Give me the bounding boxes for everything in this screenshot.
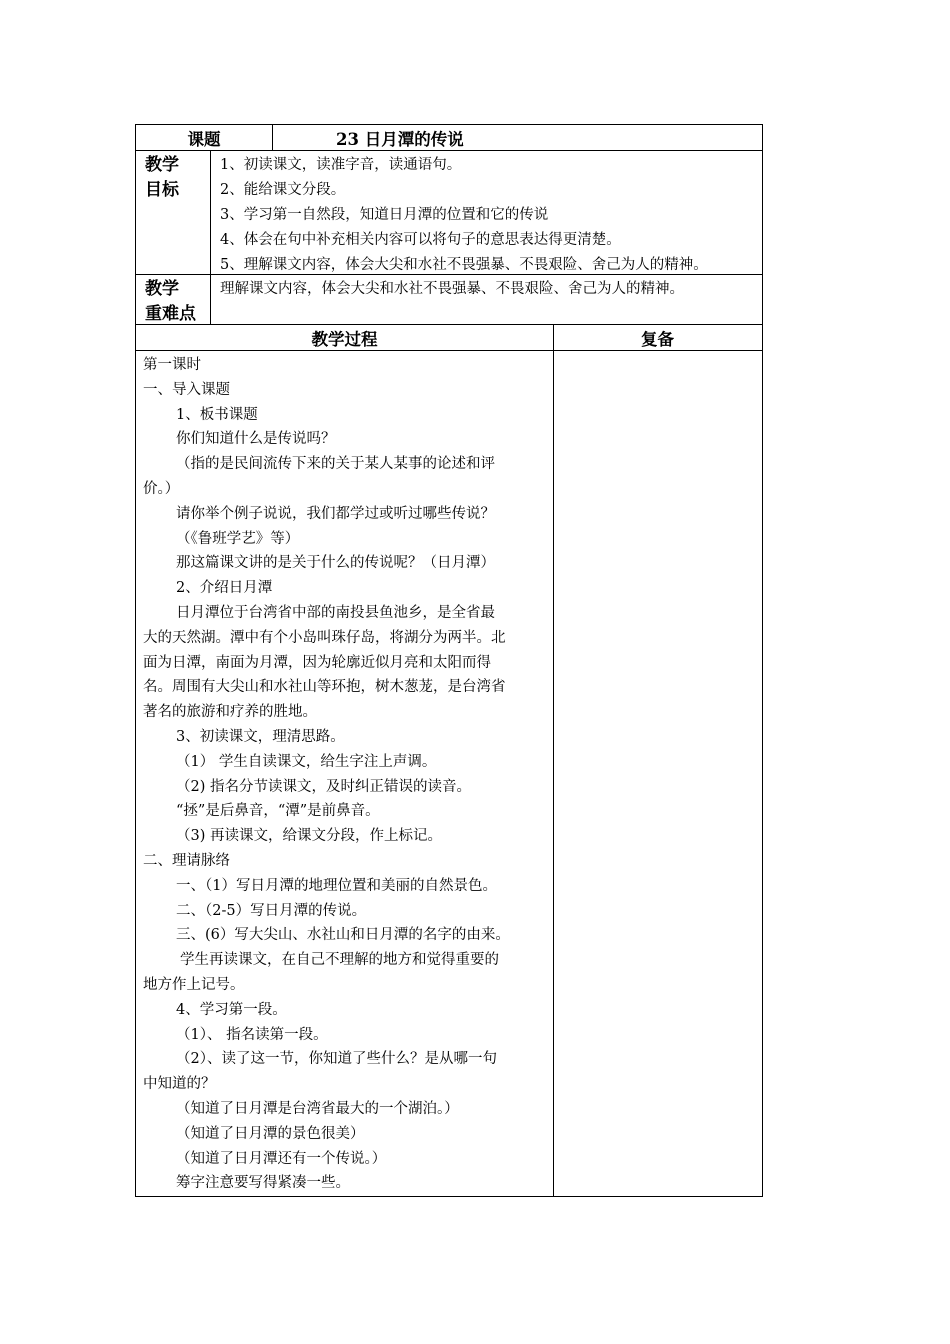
process-line: 三、(6）写大尖山、水社山和日月潭的名字的由来。 [176,927,510,944]
process-line: （1）、 指名读第一段。 [176,1026,328,1043]
process-line: 学生再读课文，在自己不理解的地方和觉得重要的 [180,952,499,969]
process-line: 筹字注意要写得紧凑一些。 [176,1175,350,1192]
process-line: 一、导入课题 [143,381,230,398]
key-label-line1: 教学 [145,279,179,299]
process-line: （2）、读了这一节，你知道了些什么？是从哪一句 [176,1051,497,1068]
process-line: （3) 再读课文，给课文分段，作上标记。 [176,828,442,845]
process-line: 请你举个例子说说，我们都学过或听过哪些传说？ [176,505,495,522]
process-line: （2) 指名分节读课文，及时纠正错误的读音。 [176,778,471,795]
process-line: 著名的旅游和疗养的胜地。 [143,704,317,721]
process-line: 价。） [143,480,180,497]
process-line: 二、（2-5）写日月潭的传说。 [176,902,367,919]
goal-item: 1、初读课文，读准字音，读通语句。 [220,157,462,173]
process-text [143,353,548,1196]
process-line: （《鲁班学艺》等） [176,530,300,547]
goal-item: 3、学习第一自然段，知道日月潭的位置和它的传说 [220,207,549,223]
process-line: 那这篇课文讲的是关于什么的传说呢？（日月潭） [176,555,495,572]
process-line: 你们知道什么是传说吗？ [176,431,336,448]
process-line: （知道了日月潭的景色很美） [176,1125,365,1142]
process-line: 名。周围有大尖山和水社山等环抱，树木葱茏，是台湾省 [143,679,506,696]
process-line: 第一课时 [143,357,201,373]
process-cell [136,351,554,1196]
process-line: 一、（1）写日月潭的地理位置和美丽的自然景色。 [176,877,497,894]
goal-item: 2、能给课文分段。 [220,182,346,198]
process-line: 面为日潭，南面为月潭，因为轮廓近似月亮和太阳而得 [143,654,491,671]
process-line: （指的是民间流传下来的关于某人某事的论述和评 [176,456,495,473]
process-line: “拯”是后鼻音，“潭”是前鼻音。 [176,803,380,820]
key-points-text: 理解课文内容，体会大尖和水社不畏强暴、不畏艰险、舍己为人的精神。 [220,281,684,297]
lesson-plan-table [135,124,763,1197]
process-line: 3、初读课文，理清思路。 [176,728,345,745]
goals-label-line1: 教学 [145,155,179,175]
title-row [136,125,762,151]
process-line: 4、学习第一段。 [176,1001,287,1018]
process-column-header: 教学过程 [136,325,554,351]
column-header-row [136,325,762,351]
review-column-header: 复备 [641,330,674,349]
key-points-row [136,275,762,325]
process-line: 1、板书课题 [176,406,258,423]
process-line: （知道了日月潭是台湾省最大的一个湖泊。） [176,1100,459,1117]
process-line: 日月潭位于台湾省中部的南投县鱼池乡，是全省最 [176,604,495,621]
process-line: 地方作上记号。 [143,976,245,993]
topic-label: 课题 [136,125,273,151]
goal-item: 5、理解课文内容，体会大尖和水社不畏强暴、不畏艰险、舍己为人的精神。 [220,257,708,273]
process-line: 中知道的？ [143,1076,216,1093]
lesson-title: 23 日月潭的传说 [336,130,464,149]
process-line: （1） 学生自读课文，给生字注上声调。 [176,753,437,770]
goals-list [220,153,708,278]
content-row [136,351,762,1196]
goals-label [136,151,211,274]
goals-row [136,151,762,275]
process-line: 大的天然湖。潭中有个小岛叫珠仔岛，将湖分为两半。北 [143,629,506,646]
key-label-line2: 重难点 [145,304,196,324]
process-line: 2、介绍日月潭 [176,580,273,597]
goals-label-line2: 目标 [145,180,179,200]
goal-item: 4、体会在句中补充相关内容可以将句子的意思表达得更清楚。 [220,232,621,248]
process-line: （知道了日月潭还有一个传说。） [176,1150,387,1167]
review-cell [553,351,762,1196]
key-points-label [136,275,211,324]
process-line: 二、理请脉络 [143,852,230,869]
